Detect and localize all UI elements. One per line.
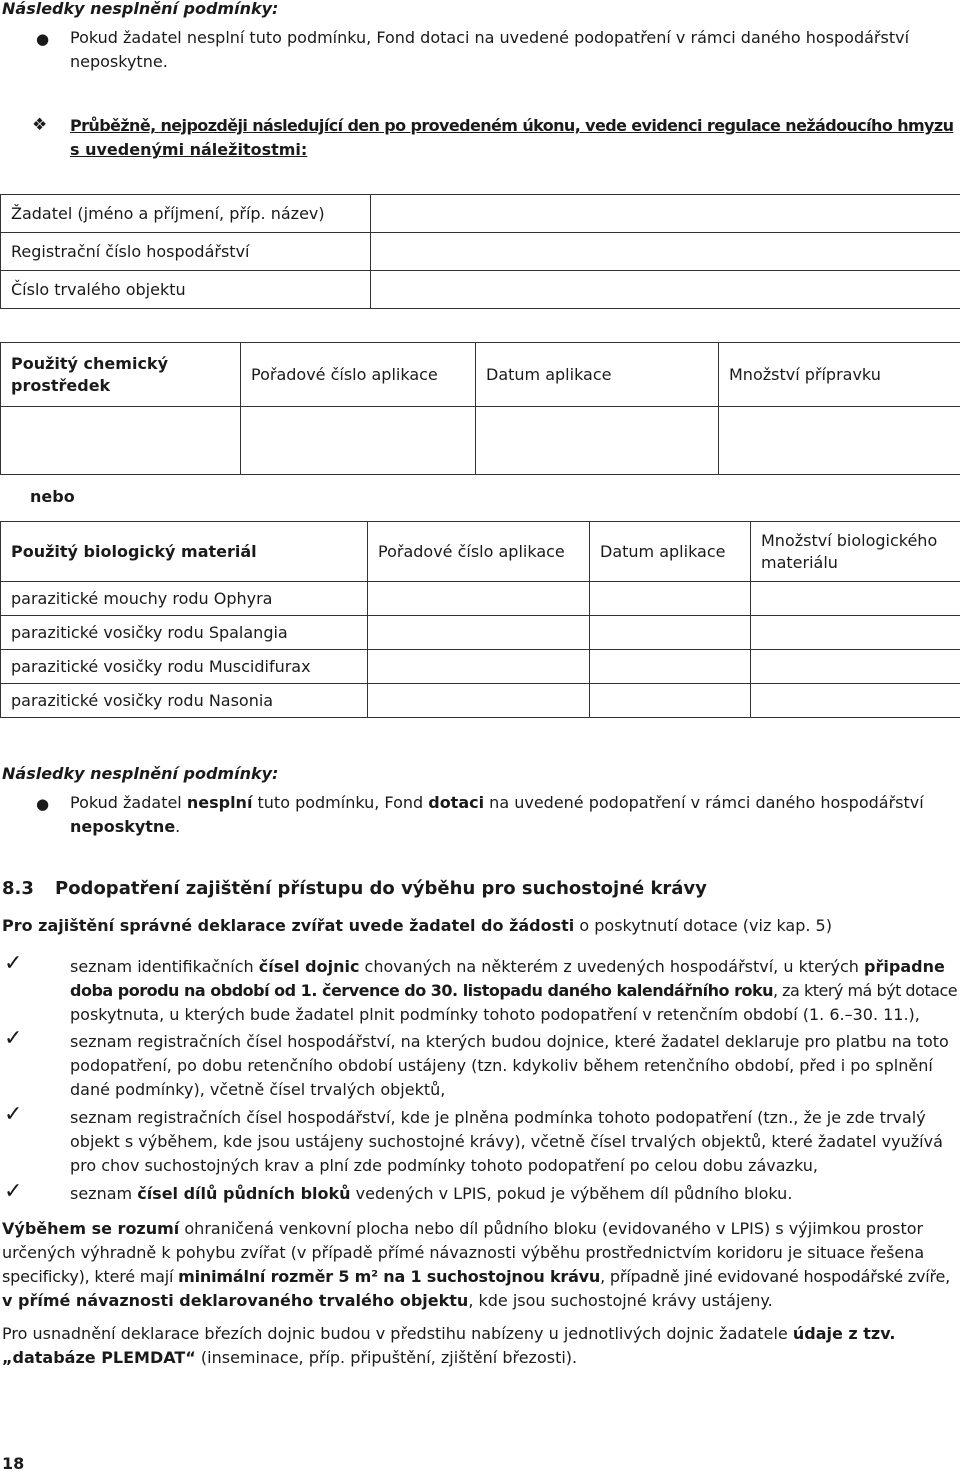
- check-item-4: seznam čísel dílů půdních bloků vedených v LPIS, pokud je výběhem díl půdního bloku.: [70, 1184, 793, 1203]
- bio-application-date-header: Datum aplikace: [590, 522, 751, 582]
- consequences-heading-top: Následky nesplnění podmínky:: [2, 0, 279, 18]
- checkmark-icon: ✓: [4, 951, 23, 976]
- check-item-2-line1: seznam registračních čísel hospodářství, na kterých budou dojnice, které žadatel deklaruje pro platbu na toto: [70, 1032, 949, 1051]
- bullet-icon: ●: [36, 30, 50, 48]
- bio-row-label: parazitické mouchy rodu Ophyra: [1, 582, 368, 616]
- registration-number-label: Registrační číslo hospodářství: [1, 233, 371, 271]
- check-item-1-line2: doba porodu na období od 1. července do 30. listopadu daného kalendářního roku, za který má být dotace: [70, 981, 958, 1000]
- application-date-header: Datum aplikace: [476, 343, 719, 407]
- chemical-cell: [241, 407, 476, 475]
- chemical-table: [0, 342, 960, 475]
- check-item-3-line2: objekt s výběhem, kde jsou ustájeny suchostojné krávy), včetně čísel trvalých objektů, které žadatel využívá: [70, 1132, 943, 1151]
- check-item-2-line3: dané podmínky), včetně čísel trvalých objektů,: [70, 1080, 446, 1099]
- consequence-text-line2: neposkytne.: [70, 817, 181, 836]
- check-item-1-line3: poskytnuta, u kterých bude žadatel plnit podmínky tohoto podopatření v retenčním období (1. 6.–30. 11.),: [70, 1005, 920, 1024]
- page-number: 18: [2, 1454, 25, 1473]
- application-number-header: Pořadové číslo aplikace: [241, 343, 476, 407]
- biological-table: [0, 521, 960, 718]
- object-number-cell: [371, 271, 960, 309]
- bio-application-number-header: Pořadové číslo aplikace: [368, 522, 590, 582]
- biological-material-header: Použitý biologický materiál: [1, 522, 368, 582]
- checkmark-icon: ✓: [4, 1026, 23, 1051]
- chemical-agent-header: Použitý chemický prostředek: [1, 343, 241, 407]
- check-item-3-line3: pro chov suchostojných krav a plní zde podmínky tohoto podopatření po celou dobu závazku,: [70, 1156, 818, 1175]
- bio-amount-header: Množství biologického materiálu: [751, 522, 960, 582]
- chemical-cell: [719, 407, 960, 475]
- plemdat-line2: „databáze PLEMDAT“ (inseminace, příp. připuštění, zjištění březosti).: [2, 1348, 578, 1367]
- applicant-name-label: Žadatel (jméno a příjmení, příp. název): [1, 195, 371, 233]
- enclosure-definition-line1: Výběhem se rozumí ohraničená venkovní plocha nebo díl půdního bloku (evidovaného v LPIS) s výjimkou prostor: [2, 1219, 924, 1238]
- enclosure-definition-line2: určených výhradně k pohybu zvířat (v případě přímé návaznosti výběhu prostřednictvím koridoru je situace řešena: [2, 1243, 925, 1262]
- bullet-icon: ●: [36, 795, 50, 813]
- bio-row-label: parazitické vosičky rodu Spalangia: [1, 616, 368, 650]
- product-amount-header: Množství přípravku: [719, 343, 960, 407]
- diamond-bullet-icon: ❖: [32, 115, 48, 135]
- enclosure-definition-line3: specificky), které mají minimální rozměr 5 m² na 1 suchostojnou krávu, případně jiné evidované hospodářské zvíře,: [2, 1267, 951, 1286]
- section-title: Podopatření zajištění přístupu do výběhu pro suchostojné krávy: [55, 878, 707, 899]
- consequence-text-line2: neposkytne.: [70, 52, 168, 71]
- enclosure-definition-line4: v přímé návaznosti deklarovaného trvalého objektu, kde jsou suchostojné krávy ustájeny.: [2, 1291, 773, 1310]
- consequence-text-line1: Pokud žadatel nesplní tuto podmínku, Fond dotaci na uvedené podopatření v rámci daného hospodářství: [70, 28, 910, 47]
- consequence-text-line1: Pokud žadatel nesplní tuto podmínku, Fond dotaci na uvedené podopatření v rámci daného hospodářství: [70, 793, 924, 812]
- record-keeping-line2: s uvedenými náležitostmi:: [70, 140, 308, 159]
- bio-row-label: parazitické vosičky rodu Nasonia: [1, 684, 368, 718]
- section-intro: Pro zajištění správné deklarace zvířat uvede žadatel do žádosti o poskytnutí dotace (viz kap. 5): [2, 916, 832, 935]
- registration-number-cell: [371, 233, 960, 271]
- chemical-cell: [476, 407, 719, 475]
- plemdat-line1: Pro usnadnění deklarace březích dojnic budou v předstihu nabízeny u jednotlivých dojnic žadatele údaje z tzv.: [2, 1324, 896, 1343]
- check-item-3-line1: seznam registračních čísel hospodářství, kde je plněna podmínka tohoto podopatření (tzn., že je zde trvalý: [70, 1108, 926, 1127]
- consequences-heading: Následky nesplnění podmínky:: [2, 764, 279, 783]
- object-number-label: Číslo trvalého objektu: [1, 271, 371, 309]
- checkmark-icon: ✓: [4, 1102, 23, 1127]
- record-keeping-line1: Průběžně, nejpozději následující den po provedeném úkonu, vede evidenci regulace nežádoucího hmyzu: [70, 116, 954, 135]
- check-item-1-line1: seznam identifikačních čísel dojnic chovaných na některém z uvedených hospodářství, u kterých připadne: [70, 957, 945, 976]
- applicant-name-cell: [371, 195, 960, 233]
- checkmark-icon: ✓: [4, 1179, 23, 1204]
- applicant-table: [0, 194, 960, 309]
- section-number: 8.3: [2, 878, 34, 899]
- check-item-2-line2: podopatření, po dobu retenčního období ustájeny (tzn. kdykoliv během retenčního období, před i po splnění: [70, 1056, 933, 1075]
- chemical-cell: [1, 407, 241, 475]
- or-label: nebo: [30, 487, 75, 506]
- bio-row-label: parazitické vosičky rodu Muscidifurax: [1, 650, 368, 684]
